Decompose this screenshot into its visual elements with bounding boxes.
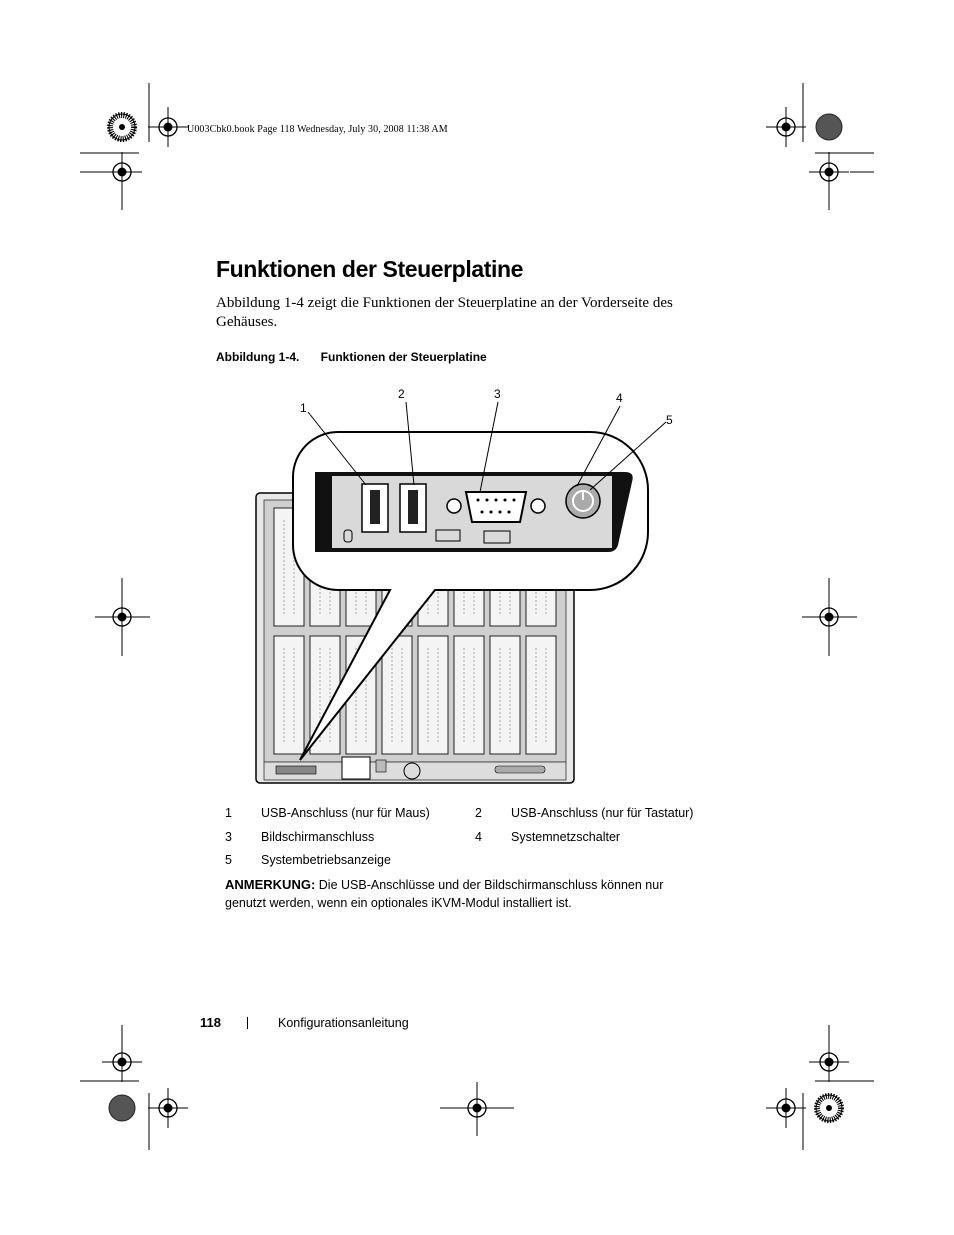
footer-divider bbox=[247, 1017, 248, 1029]
figure-caption bbox=[216, 350, 487, 364]
callout-3: 3 bbox=[494, 387, 501, 401]
footer-doc-title: Konfigurationsanleitung bbox=[278, 1016, 409, 1030]
legend-text: USB-Anschluss (nur für Tastatur) bbox=[511, 806, 694, 820]
callout-5: 5 bbox=[666, 413, 673, 427]
note-block bbox=[225, 876, 685, 912]
legend-number: 2 bbox=[475, 806, 482, 820]
page-number: 118 bbox=[200, 1015, 221, 1030]
legend-text: Systembetriebsanzeige bbox=[261, 853, 391, 867]
legend-text: Systemnetzschalter bbox=[511, 830, 621, 844]
note-label: ANMERKUNG: bbox=[225, 877, 316, 892]
legend-text: USB-Anschluss (nur für Maus) bbox=[261, 806, 430, 820]
legend-number: 3 bbox=[225, 830, 232, 844]
section-title: Funktionen der Steuerplatine bbox=[216, 256, 524, 282]
legend-number: 4 bbox=[475, 830, 482, 844]
legend-text: Bildschirmanschluss bbox=[261, 830, 375, 844]
section-intro: Abbildung 1-4 zeigt die Funktionen der Steuerplatine an der Vorderseite des Gehäuses. bbox=[216, 295, 673, 330]
legend-number: 5 bbox=[225, 853, 232, 867]
legend-number: 1 bbox=[225, 806, 232, 820]
control-panel-figure bbox=[240, 380, 680, 790]
book-header-info: U003Cbk0.book Page 118 Wednesday, July 30, 2008 11:38 AM bbox=[187, 124, 448, 135]
callout-1: 1 bbox=[300, 401, 307, 415]
callout-2: 2 bbox=[398, 387, 405, 401]
figure-label: Abbildung 1-4. bbox=[216, 350, 300, 364]
figure-title: Funktionen der Steuerplatine bbox=[320, 350, 487, 364]
note-text: Die USB-Anschlüsse und der Bildschirmanschluss können nur genutzt werden, wenn ein optionales iKVM-Modul installiert ist. bbox=[225, 878, 664, 910]
callout-4: 4 bbox=[616, 391, 623, 405]
